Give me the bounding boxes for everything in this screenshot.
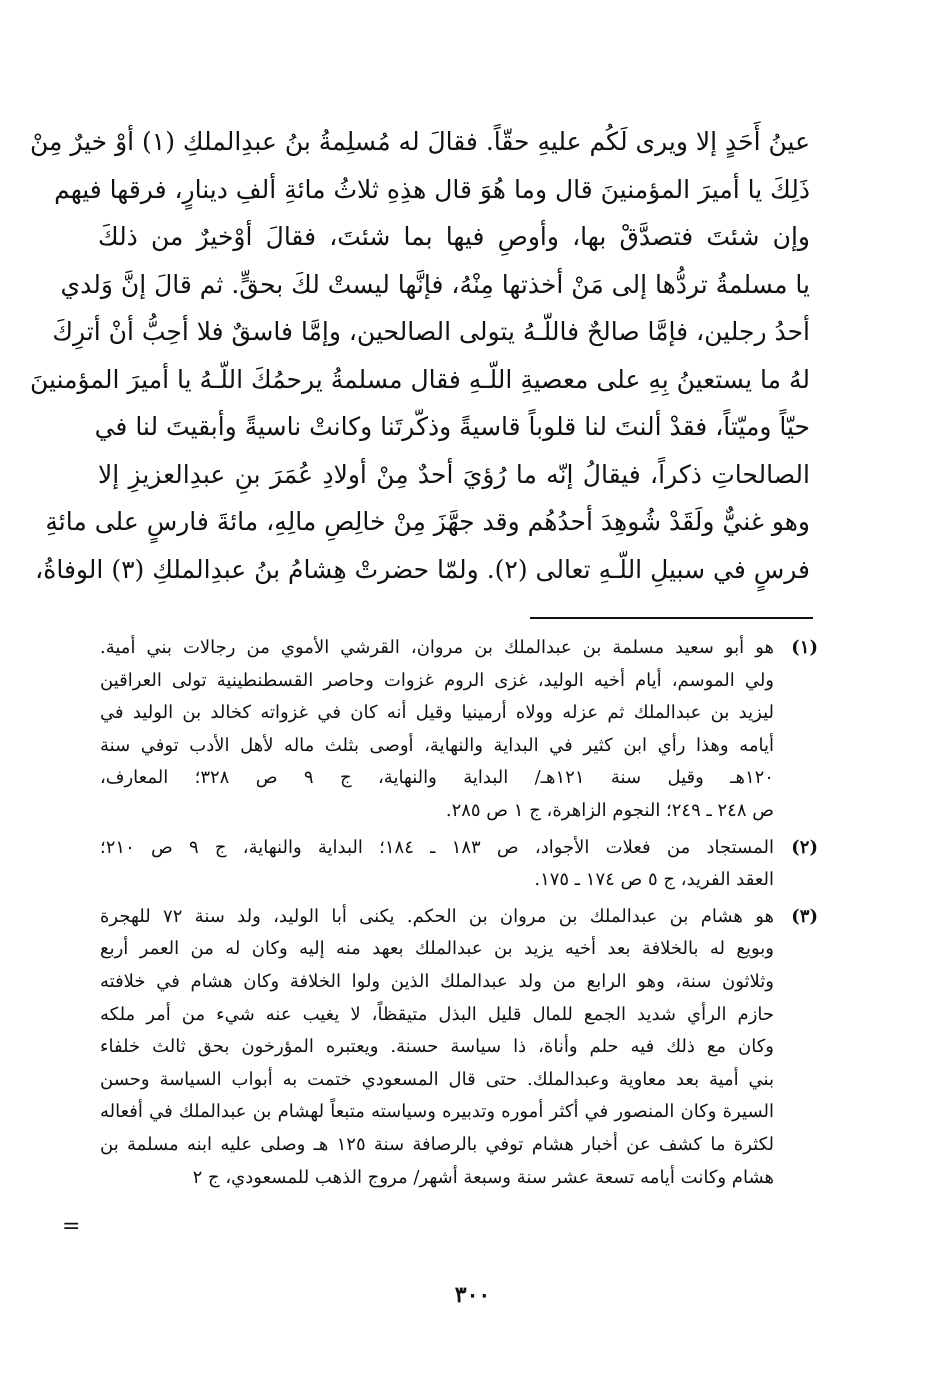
- body-line: حيّاً وميّتاً، فقدْ ألنتَ لنا قلوباً قاسيةً وذكّرتَنا وكانتْ ناسيةً وأبقيتَ لنا في: [94, 412, 810, 441]
- footnote-line: العقد الفريد، ج ٥ ص ١٧٤ ـ ١٧٥.: [534, 869, 774, 891]
- body-line: لهُ ما يستعينُ بِهِ على معصيةِ اللّـهِ فقال مسلمةُ يرحمُكَ اللّـهُ يا أميرَ المؤمنينَ: [29, 364, 810, 394]
- footnote-line: ولي الموسم، أيام أخيه الوليد، غزى الروم غزوات وحاصر القسطنطينية تولى العراقين: [100, 669, 774, 691]
- body-line: فرسٍ في سبيلِ اللّـهِ تعالى (٢). ولمّا حضرتْ هِشامُ بنُ عبدِالملكِ (٣) الوفاةُ،: [35, 554, 810, 584]
- footnote-line: ليزيد بن عبدالملك ثم عزله وولاه أرمينيا وقيل أنه كان في غزواته كخالد بن الوليد في: [100, 702, 774, 724]
- footnote-line: السيرة وكان المنصور في أكثر أموره وتدبيره وسياسته متبعاً لهشام بن عبدالملك في أفعاله: [100, 1101, 774, 1123]
- footnote-3: [100, 901, 818, 1194]
- body-line: الصالحاتِ ذكراً، فيقالُ إنّه ما رُؤيَ أحدٌ مِنْ أولادِ عُمَرَ بنِ عبدِالعزيزِ إلا: [98, 459, 810, 489]
- footnote-line: ١٢٠هـ وقيل سنة ١٢١هـ/ البداية والنهاية، ج ٩ ص ٣٢٨؛ المعارف،: [100, 767, 774, 789]
- footnote-line: وكان مع ذلك فيه حلم وأناة، ذا سياسة حسنة. ويعتبره المؤرخون بحق ثالث خلفاء: [100, 1036, 774, 1058]
- footnote-line: بني أمية بعد معاوية وعبدالملك. حتى قال المسعودي ختمت به أبواب السياسة وحسن: [100, 1068, 774, 1090]
- footnote-body: [100, 632, 774, 828]
- footnote-line: حازم الرأي شديد الجمع للمال قليل البذل متيقظاً، لا يغيب عنه شيء من أمر ملكه: [100, 1003, 774, 1025]
- footnote-number: (٢): [791, 836, 818, 858]
- footnotes-section: [100, 632, 818, 1198]
- footnote-1: [100, 632, 818, 828]
- continuation-mark: =: [62, 1214, 81, 1239]
- footnote-line: وبويع له بالخلافة بعد أخيه يزيد بن عبدالملك بعهد منه إليه وكان له من العمر أربع: [100, 938, 774, 960]
- body-line: عينُ أَحَدٍ إلا ويرى لَكُم عليهِ حقّاً. فقالَ له مُسلِمةُ بنُ عبدِالملكِ (١) أوْ خيرٌ مِنْ: [29, 127, 810, 156]
- footnote-line: وثلاثون سنة، وهو الرابع من ولد عبدالملك الذين ولوا الخلافة وكان هشام في خلافته: [100, 970, 774, 992]
- footnote-number: (١): [791, 637, 818, 658]
- body-line: يا مسلمةُ تردُّها إلى مَنْ أخذتها مِنْهُ، فإنَّها ليستْ لكَ بحقٍّ. ثم قالَ إنَّ وَلدي: [60, 269, 810, 299]
- footnote-2: [100, 832, 818, 897]
- main-body-text: [29, 118, 810, 593]
- page-number: ٣٠٠: [454, 1282, 491, 1308]
- body-line: وإن شئتَ فتصدَّقْ بها، وأوصِ فيها بما شئتَ، فقالَ أوْخيرٌ من ذلكَ: [98, 222, 810, 251]
- body-line: أحدُ رجلين، فإمَّا صالحٌ فاللّـهُ يتولى الصالحين، وإمَّا فاسقٌ فلا أحِبُّ أنْ أترِكَ: [52, 317, 810, 346]
- footnote-line: هو أبو سعيد مسلمة بن عبدالملك بن مروان، القرشي الأموي من رجالات بني أمية.: [100, 637, 774, 658]
- footnote-number: (٣): [791, 905, 818, 927]
- footnote-line: أيامه وهذا رأي ابن كثير في البداية والنهاية، أوصى بثلث ماله لأهل الأدب توفي سنة: [100, 734, 774, 756]
- body-line: وهو غنيٌّ ولَقَدْ شُوهِدَ أحدُهُم وقد جهَّزَ مِنْ خالِصِ مالِهِ، مائةَ فارسٍ على مائةِ: [45, 507, 810, 536]
- footnote-line: هشام وكانت أيامه تسعة عشر سنة وسبعة أشهر/ مروج الذهب للمسعودي، ج ٢: [192, 1166, 774, 1188]
- footnote-body: [100, 901, 774, 1194]
- footnote-separator: [530, 617, 813, 619]
- footnote-line: ص ٢٤٨ ـ ٢٤٩؛ النجوم الزاهرة، ج ١ ص ٢٨٥.: [445, 799, 774, 821]
- footnote-line: المستجاد من فعلات الأجواد، ص ١٨٣ ـ ١٨٤؛ البداية والنهاية، ج ٩ ص ٢١٠؛: [100, 836, 774, 858]
- body-line: ذَلِكَ يا أميرَ المؤمنينَ قال وما هُوَ قال هذِهِ ثلاثُ مائةِ ألفِ دينارٍ، فرقها فيهم: [54, 174, 810, 204]
- footnote-line: لكثرة ما كشف عن أخبار هشام توفي بالرصافة سنة ١٢٥ هـ وصلى عليه ابنه مسلمة بن: [100, 1133, 774, 1155]
- footnote-line: هو هشام بن عبدالملك بن مروان بن الحكم. يكنى أبا الوليد، ولد سنة ٧٢ للهجرة: [100, 905, 774, 927]
- footnote-body: [100, 832, 774, 897]
